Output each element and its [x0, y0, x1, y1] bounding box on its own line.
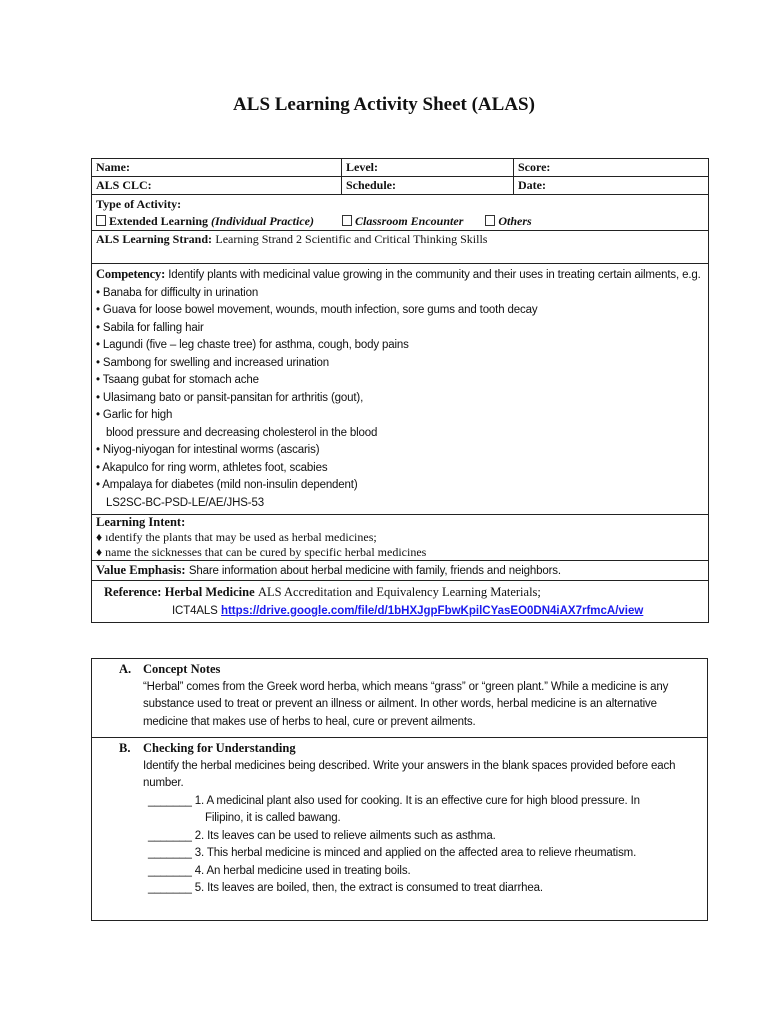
value-emphasis-text: Share information about herbal medicine with family, friends and neighbors. [188, 565, 561, 577]
value-emphasis-cell [92, 561, 709, 581]
competency-intro: Identify plants with medicinal value growing in the community and their uses in treating certain ailments, e.g. [168, 269, 701, 281]
question-item[interactable]: _______ 4. An herbal medicine used in treating boils. [148, 864, 411, 877]
list-item: • Banaba for difficulty in urination [96, 286, 259, 299]
learning-intent-label: Learning Intent: [96, 515, 186, 529]
reference-text: ALS Accreditation and Equivalency Learning Materials; [257, 585, 541, 599]
activity-options [96, 213, 704, 230]
competency-label: Competency: [96, 267, 166, 281]
concept-notes-section [92, 659, 708, 738]
list-item: • Tsaang gubat for stomach ache [96, 374, 259, 386]
question-item[interactable]: _______ 1. A medicinal plant also used for cooking. It is an effective cure for high blood pressure. In [148, 794, 640, 807]
name-field[interactable]: Name: [92, 159, 342, 177]
option-classroom-encounter[interactable]: Classroom Encounter [342, 214, 463, 228]
question-item[interactable]: _______ 5. Its leaves are boiled, then, the extract is consumed to treat diarrhea. [148, 882, 543, 894]
list-item: • Guava for loose bowel movement, wounds, mouth infection, sore gums and tooth decay [96, 304, 538, 316]
checking-section [92, 738, 708, 921]
activity-type-cell [92, 195, 709, 231]
date-field[interactable]: Date: [514, 177, 709, 195]
checkbox-icon[interactable] [485, 215, 495, 226]
activity-type-label: Type of Activity: [96, 197, 182, 211]
list-item: • Niyog-niyogan for intestinal worms (ascaris) [96, 444, 320, 456]
list-item: • Akapulco for ring worm, athletes foot, scabies [96, 461, 328, 474]
concept-table [91, 658, 708, 921]
section-letter: A. [119, 662, 132, 676]
option-extended-learning[interactable]: Extended Learning (Individual Practice) [96, 214, 314, 228]
competency-cell [92, 264, 709, 515]
activity-info-table [91, 158, 709, 623]
checking-heading: Checking for Understanding [143, 741, 296, 755]
list-item: ♦ name the sicknesses that can be cured by specific herbal medicines [96, 545, 427, 559]
question-item[interactable]: _______ 3. This herbal medicine is minced and applied on the affected area to relieve rheumatism. [148, 847, 637, 859]
reference-link[interactable]: https://drive.google.com/file/d/1bHXJgpFbwKpilCYasEO0DN4iAX7rfmcA/view [220, 605, 644, 617]
list-item: • Ulasimang bato or pansit-pansitan for arthritis (gout), [96, 391, 364, 404]
question-item-continued: Filipino, it is called bawang. [205, 812, 341, 824]
option-others[interactable]: Others [485, 214, 531, 228]
schedule-field[interactable]: Schedule: [342, 177, 514, 195]
value-emphasis-label: Value Emphasis: [96, 563, 186, 577]
checkbox-icon[interactable] [342, 215, 352, 226]
list-item: • Sambong for swelling and increased urination [96, 356, 330, 369]
learning-intent-cell [92, 515, 709, 561]
list-item: • Garlic for high [96, 409, 173, 421]
checking-instructions: Identify the herbal medicines being described. Write your answers in the blank spaces provided before each number. [143, 759, 676, 789]
list-item: • Sabila for falling hair [96, 321, 204, 334]
list-item: ♦ ıdentify the plants that may be used as herbal medicines; [96, 530, 377, 544]
als-clc-field[interactable]: ALS CLC: [92, 177, 342, 195]
page-title: ALS Learning Activity Sheet (ALAS) [233, 94, 535, 115]
concept-notes-text: “Herbal” comes from the Greek word herba, which means “grass” or “green plant.” While a medicine is any substance used to treat or prevent an illness or ailment. In other words, herbal medicine is an alternative medicine that makes use of herbs to heal, cure or prevent ailments. [143, 680, 669, 728]
reference-cell [92, 581, 709, 623]
list-item: blood pressure and decreasing cholesterol in the blood [106, 426, 378, 439]
concept-notes-heading: Concept Notes [143, 662, 221, 676]
learning-strand-cell [92, 231, 709, 264]
competency-code: LS2SC-BC-PSD-LE/AE/JHS-53 [106, 496, 264, 509]
learning-strand-label: ALS Learning Strand: [96, 232, 213, 246]
learning-strand-value: Learning Strand 2 Scientific and Critical Thinking Skills [215, 232, 488, 246]
reference-title: Herbal Medicine [164, 585, 255, 599]
checkbox-icon[interactable] [96, 215, 106, 226]
reference-source: ICT4ALS [172, 605, 218, 617]
question-item[interactable]: _______ 2. Its leaves can be used to relieve ailments such as asthma. [148, 829, 496, 842]
level-field[interactable]: Level: [342, 159, 514, 177]
reference-label: Reference: [104, 585, 162, 599]
list-item: • Ampalaya for diabetes (mild non-insulin dependent) [96, 479, 358, 491]
score-field[interactable]: Score: [514, 159, 709, 177]
section-letter: B. [119, 741, 131, 755]
list-item: • Lagundi (five – leg chaste tree) for asthma, cough, body pains [96, 339, 409, 351]
